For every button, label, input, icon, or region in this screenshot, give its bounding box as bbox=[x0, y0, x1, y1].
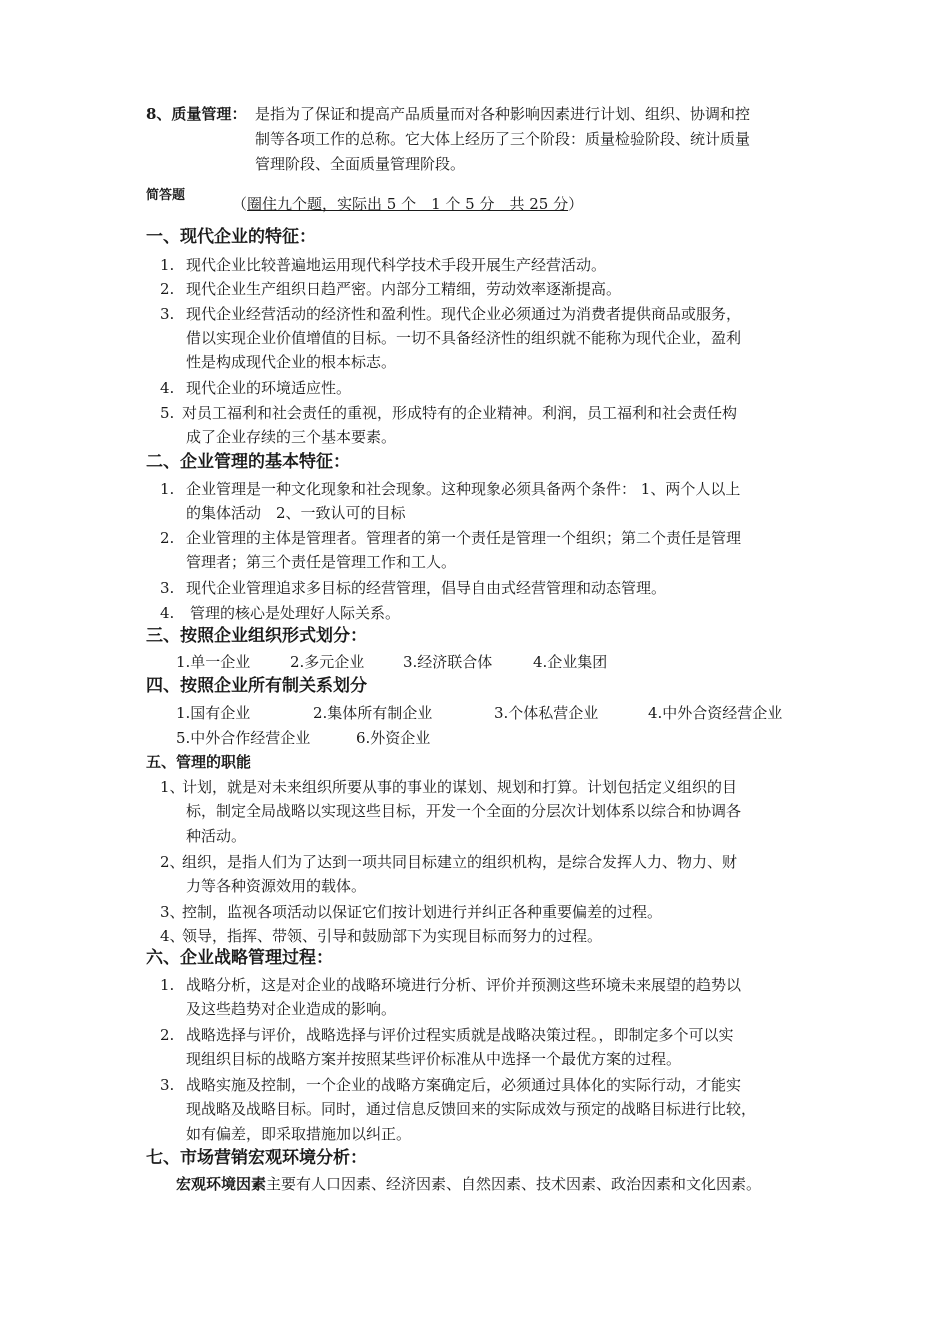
short-answer-label: 简答题 bbox=[146, 188, 186, 203]
list-item: 1. 现代企业比较普遍地运用现代科学技术手段开展生产经营活动。 bbox=[160, 256, 607, 274]
term: 宏观环境因素 bbox=[176, 1175, 267, 1193]
short-answer-note-underlined: 圈住九个题，实际出 5 个 1 个 5 分 共 25 分 bbox=[247, 195, 569, 213]
list-item-continuation: 如有偏差，即采取措施加以纠正。 bbox=[186, 1125, 412, 1143]
list-item: 4.中外合资经营企业 bbox=[648, 704, 783, 722]
list-item: 2.集体所有制企业 bbox=[313, 704, 433, 722]
list-item: 1.单一企业 bbox=[176, 653, 251, 671]
list-item-continuation: 力等各种资源效用的载体。 bbox=[186, 877, 367, 895]
list-item: 3.经济联合体 bbox=[403, 653, 493, 671]
list-item: 3. 现代企业经营活动的经济性和盈利性。现代企业必须通过为消费者提供商品或服务， bbox=[160, 305, 742, 323]
list-item-continuation: 标，制定全局战略以实现这些目标，开发一个全面的分层次计划体系以综合和协调各 bbox=[186, 802, 742, 820]
list-item-continuation: 借以实现企业价值增值的目标。一切不具备经济性的组织就不能称为现代企业，盈利 bbox=[186, 329, 742, 347]
list-item: 3. 现代企业管理追求多目标的经营管理，倡导自由式经营管理和动态管理。 bbox=[160, 579, 667, 597]
list-item-continuation: 性是构成现代企业的根本标志。 bbox=[186, 353, 397, 371]
list-item: 1. 战略分析，这是对企业的战略环境进行分析、评价并预测这些环境未来展望的趋势以 bbox=[160, 976, 742, 994]
list-item: 1. 企业管理是一种文化现象和社会现象。这种现象必须具备两个条件： 1、两个人以上 bbox=[160, 480, 741, 498]
section-heading-5: 五、管理的职能 bbox=[146, 753, 252, 771]
section-heading-6: 六、企业战略管理过程： bbox=[146, 948, 333, 968]
list-item: 3.个体私营企业 bbox=[494, 704, 599, 722]
list-item: 2.多元企业 bbox=[290, 653, 365, 671]
list-item: 6.外资企业 bbox=[356, 729, 431, 747]
list-item: 3. 战略实施及控制，一个企业的战略方案确定后，必须通过具体化的实际行动，才能实 bbox=[160, 1076, 742, 1094]
definition-line: 制等各项工作的总称。它大体上经历了三个阶段：质量检验阶段、统计质量 bbox=[255, 130, 751, 148]
short-answer-note: （圈住九个题，实际出 5 个 1 个 5 分 共 25 分） bbox=[232, 195, 584, 213]
list-item: 5. 对员工福利和社会责任的重视，形成特有的企业精神。利润，员工福利和社会责任构 bbox=[160, 404, 738, 422]
list-item: 4. 现代企业的环境适应性。 bbox=[160, 379, 352, 397]
list-item: 2. 现代企业生产组织日趋严密。内部分工精细，劳动效率逐渐提高。 bbox=[160, 280, 622, 298]
list-item: 4.企业集团 bbox=[533, 653, 608, 671]
list-item: 3、控制，监视各项活动以保证它们按计划进行并纠正各种重要偏差的过程。 bbox=[160, 903, 663, 921]
list-item: 2. 战略选择与评价，战略选择与评价过程实质就是战略决策过程。，即制定多个可以实 bbox=[160, 1026, 734, 1044]
paragraph: 宏观环境因素主要有人口因素、经济因素、自然因素、技术因素、政治因素和文化因素。 bbox=[176, 1175, 762, 1193]
list-item-continuation: 现组织目标的战略方案并按照某些评价标准从中选择一个最优方案的过程。 bbox=[186, 1050, 682, 1068]
list-item-continuation: 种活动。 bbox=[186, 827, 247, 845]
list-item: 4. 管理的核心是处理好人际关系。 bbox=[160, 604, 401, 622]
list-item: 1、计划，就是对未来组织所要从事的事业的谋划、规划和打算。计划包括定义组织的目 bbox=[160, 778, 738, 796]
list-item: 2、组织，是指人们为了达到一项共同目标建立的组织机构，是综合发挥人力、物力、财 bbox=[160, 853, 738, 871]
definition-line: 管理阶段、全面质量管理阶段。 bbox=[255, 155, 466, 173]
list-item-continuation: 成了企业存续的三个基本要素。 bbox=[186, 428, 397, 446]
section-heading-4: 四、按照企业所有制关系划分 bbox=[146, 676, 367, 696]
list-item-continuation: 现战略及战略目标。同时，通过信息反馈回来的实际成效与预定的战略目标进行比较， bbox=[186, 1100, 757, 1118]
list-item: 1.国有企业 bbox=[176, 704, 251, 722]
section-heading-2: 二、企业管理的基本特征： bbox=[146, 452, 350, 472]
list-item-continuation: 的集体活动 2、一致认可的目标 bbox=[186, 504, 406, 522]
section-heading-3: 三、按照企业组织形式划分： bbox=[146, 626, 367, 646]
list-item-continuation: 管理者；第三个责任是管理工作和工人。 bbox=[186, 553, 457, 571]
list-item: 2. 企业管理的主体是管理者。管理者的第一个责任是管理一个组织；第二个责任是管理 bbox=[160, 529, 742, 547]
definition-term: 8、质量管理： bbox=[146, 105, 247, 123]
list-item: 4、领导，指挥、带领、引导和鼓励部下为实现目标而努力的过程。 bbox=[160, 927, 603, 945]
list-item: 5.中外合作经营企业 bbox=[176, 729, 311, 747]
definition-line: 是指为了保证和提高产品质量而对各种影响因素进行计划、组织、协调和控 bbox=[255, 105, 751, 123]
list-item-continuation: 及这些趋势对企业造成的影响。 bbox=[186, 1000, 397, 1018]
section-heading-7: 七、市场营销宏观环境分析： bbox=[146, 1148, 367, 1168]
section-heading-1: 一、现代企业的特征： bbox=[146, 227, 316, 247]
